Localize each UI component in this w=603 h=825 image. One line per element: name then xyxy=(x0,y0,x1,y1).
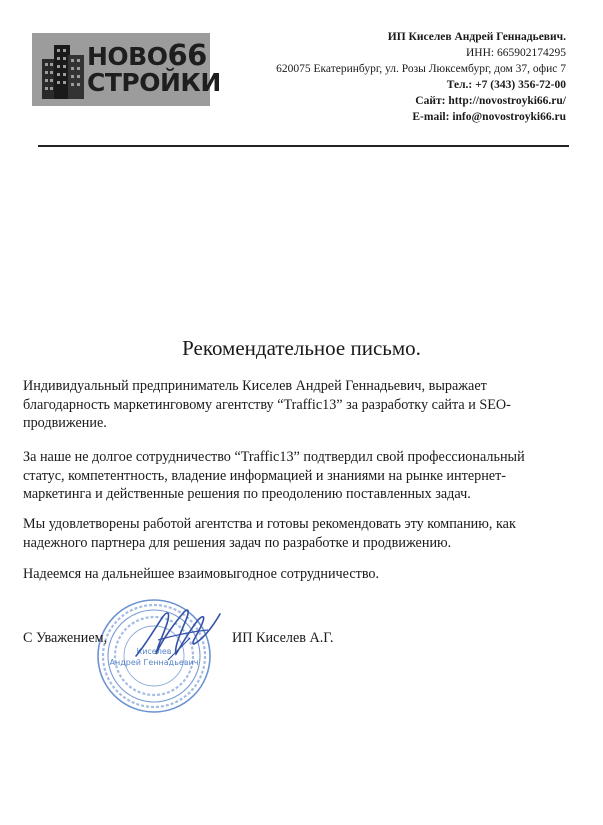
stamp-text-2: Андрей Геннадьевич xyxy=(109,658,199,667)
email-line xyxy=(276,109,566,125)
phone-label: Тел.: xyxy=(446,79,473,91)
header-contacts xyxy=(276,29,566,125)
site-line xyxy=(276,93,566,109)
buildings-icon xyxy=(42,41,86,99)
email-link[interactable]: info@novostroyki66.ru xyxy=(452,111,566,123)
paragraph-1: Индивидуальный предприниматель Киселев Андрей Геннадьевич, выражает благодарность маркетинговому агентству “Traffic13” за разработку сайта и SEO-продвижение. xyxy=(23,378,511,431)
phone-value: +7 (343) 356-72-00 xyxy=(475,79,566,91)
paragraph-3: Мы удовлетворены работой агентства и готовы рекомендовать эту компанию, как надежного партнера для решения задач по разработке и продвижению. xyxy=(23,516,516,551)
signer-name: ИП Киселев А.Г. xyxy=(232,630,334,646)
phone-line xyxy=(276,77,566,93)
company-logo xyxy=(32,33,221,106)
email-label: E-mail: xyxy=(412,111,450,123)
logo-word-novo: НОВО xyxy=(87,42,168,71)
site-link[interactable]: http://novostroyki66.ru/ xyxy=(448,95,566,107)
address: 620075 Екатеринбург, ул. Розы Люксембург, дом 37, офис 7 xyxy=(276,63,566,75)
logo-number: 66 xyxy=(167,38,207,72)
closing-greeting: С Уважением, xyxy=(23,630,108,646)
logo-line-1 xyxy=(87,38,207,72)
stamp-text-1: Киселев xyxy=(136,647,172,656)
header-divider xyxy=(38,145,569,147)
paragraph-4: Надеемся на дальнейшее взаимовыгодное сотрудничество. xyxy=(23,566,380,582)
company-name: ИП Киселев Андрей Геннадьевич. xyxy=(387,31,566,43)
handwritten-signature xyxy=(128,600,228,672)
logo-line-2: СТРОЙКИ xyxy=(87,68,221,97)
letter-title: Рекомендательное письмо. xyxy=(182,336,421,360)
paragraph-2: За наше не долгое сотрудничество “Traffic13” подтвердил свой профессиональный статус, компетентность, владение информацией и знаниями на рынке интернет-маркетинга и действенные решения по преодолению поставленных задач. xyxy=(23,449,525,502)
inn: ИНН: 665902174295 xyxy=(466,47,566,59)
site-label: Сайт: xyxy=(415,95,446,107)
